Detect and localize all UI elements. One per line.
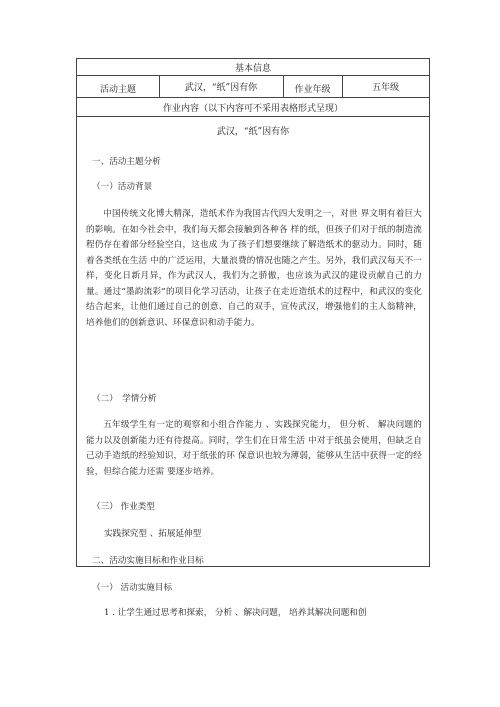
paragraph-homework-type: 实践探究型 、拓展延伸型	[104, 529, 202, 539]
subsection-heading: （一）活动背景	[92, 182, 153, 192]
grade-value: 五年级	[371, 83, 399, 93]
grade-label: 作业年级	[294, 85, 331, 95]
paragraph-goal: 1 . 让学生通过思考和探索， 分析 、解决问题， 培养其解决问题和创	[104, 608, 367, 618]
theme-value: 武汉，“纸”因有你	[184, 83, 258, 93]
header-title-row	[77, 59, 429, 76]
subsection-heading: （一） 活动实施目标	[92, 583, 173, 593]
header-title: 基本信息	[234, 63, 271, 74]
theme-row	[77, 76, 429, 98]
basic-info-form	[76, 58, 430, 618]
section-heading: 二、活动实施目标和作业目标	[92, 556, 204, 566]
subsection-heading: （三） 作业类型	[92, 502, 155, 512]
doc-title: 武汉，“纸”因有你	[216, 127, 290, 137]
section-heading: 一、活动主题分析	[92, 157, 161, 167]
subsection-heading: （二） 学情分析	[92, 394, 157, 404]
paragraph-background: 中国传统文化博大精深，造纸术作为我国古代四大发明之一，对世 界文明有着巨大的影响。在如今社会中，我们每天都会接触到各种各 样的纸，但孩子们对于纸的制造流程仍存在着部分经验空白，这也成 为了孩子们想要继续了解造纸术的驱动力。同时，随着各类纸在生活 中的广泛运用，大量浪费的情况也随之产生。另外，我们武汉每天不一样，变化日新月异，作为武汉人，我们为之骄傲，也应该为武汉的建设贡献自己的力量。通过“墨韵流彩”的项目化学习活动，让孩子在走近造纸术的过程中，和武汉的变化结合起来，让他们通过自己的创意、自己的双手，宣传武汉，增强他们的主人翁精神，培养他们的创新意识、环保意识和动手能力。	[86, 209, 422, 328]
paragraph-learning-analysis: 五年级学生有一定的观察和小组合作能力 、实践探究能力， 但分析、 解决问题的能力以及创新能力还有待提高。同时，学生们在日常生活 中对于纸虽会使用，但缺乏自己动手造纸的经验知识，对于纸张的环 保意识也较为薄弱，能够从生活中获得一定的经验，但综合能力还需 要逐步培养。	[86, 420, 422, 477]
content-label-row	[77, 98, 429, 117]
document-body	[77, 117, 429, 618]
content-label: 作业内容（以下内容可不采用表格形式呈现）	[162, 103, 343, 114]
theme-label: 活动主题	[99, 85, 136, 95]
